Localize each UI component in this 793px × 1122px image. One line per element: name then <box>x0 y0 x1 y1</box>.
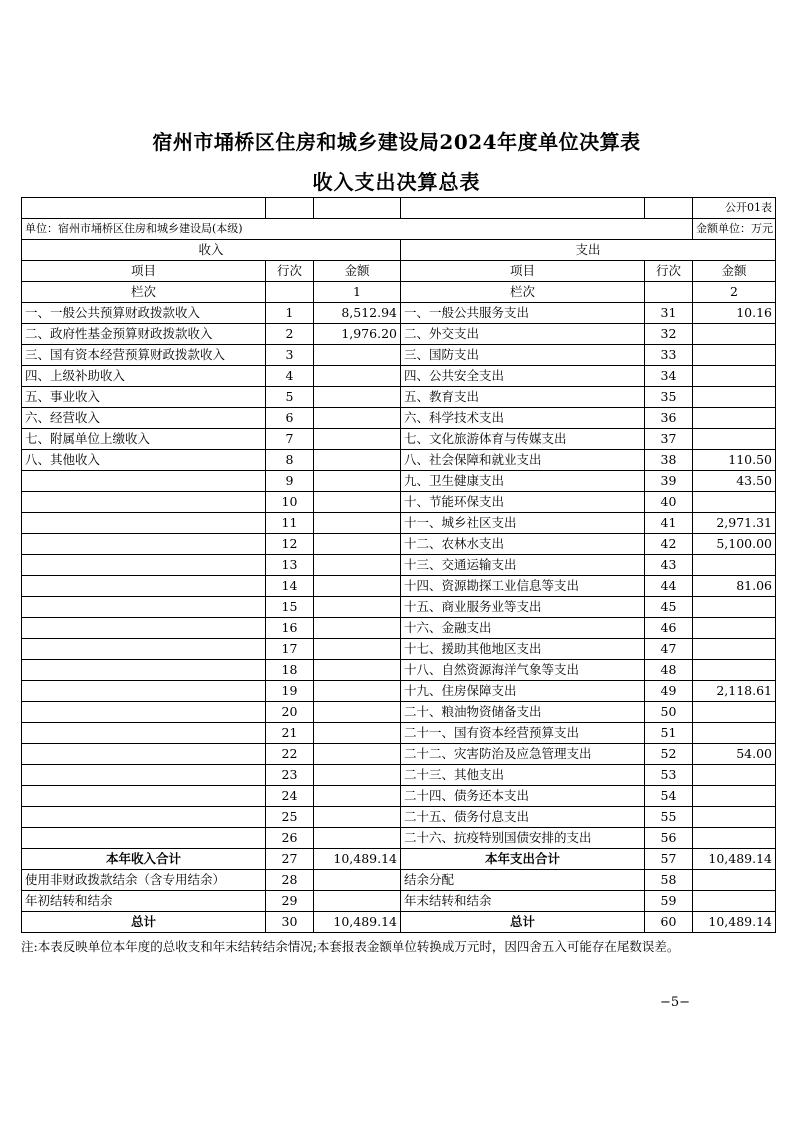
income-row-no: 23 <box>266 765 314 786</box>
income-amount <box>314 450 401 471</box>
income-row-no: 10 <box>266 492 314 513</box>
income-amount <box>314 723 401 744</box>
income-row-no: 1 <box>266 303 314 324</box>
income-item: 八、其他收入 <box>22 450 266 471</box>
table-row <box>22 408 776 429</box>
expense-row-no: 57 <box>645 849 693 870</box>
income-row-no: 8 <box>266 450 314 471</box>
expense-item: 十五、商业服务业等支出 <box>401 597 645 618</box>
expense-item: 十一、城乡社区支出 <box>401 513 645 534</box>
expense-amount <box>693 429 776 450</box>
expense-amount: 43.50 <box>693 471 776 492</box>
income-row-no: 20 <box>266 702 314 723</box>
income-amount <box>314 471 401 492</box>
table-row <box>22 576 776 597</box>
income-item <box>22 597 266 618</box>
table-row <box>22 891 776 912</box>
expense-row-no: 37 <box>645 429 693 450</box>
table-row <box>22 702 776 723</box>
table-row <box>22 639 776 660</box>
expense-amount <box>693 366 776 387</box>
income-item <box>22 492 266 513</box>
income-item: 四、上级补助收入 <box>22 366 266 387</box>
table-row <box>22 429 776 450</box>
table-row <box>22 912 776 933</box>
expense-row-no: 60 <box>645 912 693 933</box>
income-amount: 1,976.20 <box>314 324 401 345</box>
expense-amount: 10,489.14 <box>693 849 776 870</box>
expense-amount <box>693 786 776 807</box>
expense-row-no: 42 <box>645 534 693 555</box>
table-row <box>22 807 776 828</box>
expense-amount: 10,489.14 <box>693 912 776 933</box>
expense-item: 年末结转和结余 <box>401 891 645 912</box>
table-row <box>22 828 776 849</box>
table-row <box>22 513 776 534</box>
income-amount: 8,512.94 <box>314 303 401 324</box>
table-row <box>22 555 776 576</box>
income-row-no: 11 <box>266 513 314 534</box>
expense-item: 六、科学技术支出 <box>401 408 645 429</box>
income-row-no: 29 <box>266 891 314 912</box>
header-col-1: 1 <box>314 282 401 303</box>
income-amount <box>314 765 401 786</box>
income-row-no: 22 <box>266 744 314 765</box>
income-item <box>22 618 266 639</box>
expense-item: 一、一般公共服务支出 <box>401 303 645 324</box>
income-amount <box>314 681 401 702</box>
budget-table <box>21 197 776 933</box>
expense-amount: 10.16 <box>693 303 776 324</box>
expense-row-no: 36 <box>645 408 693 429</box>
expense-row-no: 47 <box>645 639 693 660</box>
income-amount <box>314 555 401 576</box>
table-row <box>22 534 776 555</box>
expense-amount: 2,971.31 <box>693 513 776 534</box>
expense-row-no: 34 <box>645 366 693 387</box>
income-item: 二、政府性基金预算财政拨款收入 <box>22 324 266 345</box>
income-amount <box>314 639 401 660</box>
income-item <box>22 681 266 702</box>
table-row <box>22 597 776 618</box>
section-expense: 支出 <box>401 240 776 261</box>
income-item <box>22 660 266 681</box>
footnote: 注:本表反映单位本年度的总收支和年末结转结余情况;本套报表金额单位转换成万元时，因四舍五入可能存在尾数误差。 <box>21 939 680 954</box>
income-item <box>22 828 266 849</box>
income-amount <box>314 618 401 639</box>
income-item <box>22 576 266 597</box>
expense-row-no: 33 <box>645 345 693 366</box>
expense-amount <box>693 408 776 429</box>
expense-row-no: 52 <box>645 744 693 765</box>
header-row-no: 行次 <box>645 261 693 282</box>
income-row-no: 27 <box>266 849 314 870</box>
expense-amount <box>693 597 776 618</box>
income-item: 五、事业收入 <box>22 387 266 408</box>
expense-row-no: 56 <box>645 828 693 849</box>
expense-item: 二十四、债务还本支出 <box>401 786 645 807</box>
expense-item: 十九、住房保障支出 <box>401 681 645 702</box>
income-amount <box>314 807 401 828</box>
expense-amount <box>693 723 776 744</box>
income-amount <box>314 786 401 807</box>
expense-item: 十八、自然资源海洋气象等支出 <box>401 660 645 681</box>
expense-item: 四、公共安全支出 <box>401 366 645 387</box>
table-row <box>22 219 776 240</box>
income-row-no: 30 <box>266 912 314 933</box>
income-item <box>22 807 266 828</box>
table-row <box>22 618 776 639</box>
expense-row-no: 46 <box>645 618 693 639</box>
income-amount <box>314 828 401 849</box>
income-amount <box>314 429 401 450</box>
expense-row-no: 38 <box>645 450 693 471</box>
expense-row-no: 50 <box>645 702 693 723</box>
income-amount <box>314 891 401 912</box>
expense-item: 五、教育支出 <box>401 387 645 408</box>
amount-unit: 金额单位：万元 <box>693 219 776 240</box>
expense-amount: 5,100.00 <box>693 534 776 555</box>
income-item: 一、一般公共预算财政拨款收入 <box>22 303 266 324</box>
expense-item: 二十三、其他支出 <box>401 765 645 786</box>
income-item: 七、附属单位上缴收入 <box>22 429 266 450</box>
income-item <box>22 513 266 534</box>
table-row <box>22 681 776 702</box>
expense-item: 八、社会保障和就业支出 <box>401 450 645 471</box>
expense-amount <box>693 702 776 723</box>
expense-amount: 110.50 <box>693 450 776 471</box>
income-row-no: 18 <box>266 660 314 681</box>
table-row <box>22 870 776 891</box>
header-col-2: 2 <box>693 282 776 303</box>
expense-amount <box>693 618 776 639</box>
income-amount <box>314 576 401 597</box>
expense-row-no: 41 <box>645 513 693 534</box>
income-amount <box>314 366 401 387</box>
income-item <box>22 471 266 492</box>
expense-item: 总计 <box>401 912 645 933</box>
expense-item: 二十、粮油物资储备支出 <box>401 702 645 723</box>
income-row-no: 2 <box>266 324 314 345</box>
expense-amount <box>693 828 776 849</box>
expense-item: 二十一、国有资本经营预算支出 <box>401 723 645 744</box>
table-row <box>22 282 776 303</box>
income-item: 本年收入合计 <box>22 849 266 870</box>
income-amount <box>314 513 401 534</box>
expense-amount <box>693 387 776 408</box>
expense-amount <box>693 891 776 912</box>
income-row-no: 21 <box>266 723 314 744</box>
income-row-no: 3 <box>266 345 314 366</box>
income-row-no: 28 <box>266 870 314 891</box>
expense-amount: 81.06 <box>693 576 776 597</box>
expense-item: 十、节能环保支出 <box>401 492 645 513</box>
expense-row-no: 31 <box>645 303 693 324</box>
income-amount <box>314 744 401 765</box>
table-row <box>22 240 776 261</box>
header-lanci: 栏次 <box>22 282 266 303</box>
income-row-no: 19 <box>266 681 314 702</box>
table-row <box>22 345 776 366</box>
income-item: 使用非财政拨款结余（含专用结余） <box>22 870 266 891</box>
income-row-no: 4 <box>266 366 314 387</box>
income-item: 三、国有资本经营预算财政拨款收入 <box>22 345 266 366</box>
header-lanci: 栏次 <box>401 282 645 303</box>
expense-amount <box>693 660 776 681</box>
header-item: 项目 <box>401 261 645 282</box>
table-row <box>22 786 776 807</box>
income-item <box>22 765 266 786</box>
income-row-no: 7 <box>266 429 314 450</box>
expense-amount <box>693 765 776 786</box>
unit-label: 单位：宿州市埇桥区住房和城乡建设局(本级) <box>22 219 693 240</box>
income-amount <box>314 597 401 618</box>
table-row <box>22 450 776 471</box>
expense-row-no: 53 <box>645 765 693 786</box>
income-amount <box>314 387 401 408</box>
expense-amount: 2,118.61 <box>693 681 776 702</box>
expense-row-no: 54 <box>645 786 693 807</box>
expense-row-no: 40 <box>645 492 693 513</box>
expense-amount <box>693 345 776 366</box>
expense-amount <box>693 324 776 345</box>
income-row-no: 9 <box>266 471 314 492</box>
expense-amount <box>693 807 776 828</box>
income-row-no: 14 <box>266 576 314 597</box>
expense-row-no: 48 <box>645 660 693 681</box>
income-item <box>22 744 266 765</box>
income-row-no: 25 <box>266 807 314 828</box>
page-subtitle: 收入支出决算总表 <box>312 170 481 194</box>
expense-amount: 54.00 <box>693 744 776 765</box>
expense-item: 十四、资源勘探工业信息等支出 <box>401 576 645 597</box>
income-amount <box>314 345 401 366</box>
expense-row-no: 39 <box>645 471 693 492</box>
expense-amount <box>693 555 776 576</box>
income-row-no: 26 <box>266 828 314 849</box>
header-item: 项目 <box>22 261 266 282</box>
income-amount <box>314 408 401 429</box>
expense-amount <box>693 492 776 513</box>
expense-amount <box>693 639 776 660</box>
income-row-no: 24 <box>266 786 314 807</box>
income-row-no: 5 <box>266 387 314 408</box>
expense-item: 二、外交支出 <box>401 324 645 345</box>
expense-row-no: 44 <box>645 576 693 597</box>
expense-row-no: 51 <box>645 723 693 744</box>
table-row <box>22 324 776 345</box>
expense-item: 二十五、债务付息支出 <box>401 807 645 828</box>
income-item <box>22 639 266 660</box>
income-amount: 10,489.14 <box>314 912 401 933</box>
expense-row-no: 58 <box>645 870 693 891</box>
income-row-no: 6 <box>266 408 314 429</box>
income-row-no: 15 <box>266 597 314 618</box>
expense-row-no: 43 <box>645 555 693 576</box>
expense-item: 九、卫生健康支出 <box>401 471 645 492</box>
expense-row-no: 55 <box>645 807 693 828</box>
income-amount <box>314 702 401 723</box>
income-amount <box>314 870 401 891</box>
expense-row-no: 32 <box>645 324 693 345</box>
expense-item: 本年支出合计 <box>401 849 645 870</box>
table-row <box>22 471 776 492</box>
income-item <box>22 555 266 576</box>
header-amount: 金额 <box>314 261 401 282</box>
table-row <box>22 765 776 786</box>
expense-item: 十六、金融支出 <box>401 618 645 639</box>
income-item: 年初结转和结余 <box>22 891 266 912</box>
expense-row-no: 49 <box>645 681 693 702</box>
income-item <box>22 723 266 744</box>
income-row-no: 17 <box>266 639 314 660</box>
expense-row-no: 59 <box>645 891 693 912</box>
income-row-no: 13 <box>266 555 314 576</box>
header-amount: 金额 <box>693 261 776 282</box>
income-row-no: 12 <box>266 534 314 555</box>
income-item: 总计 <box>22 912 266 933</box>
income-amount <box>314 660 401 681</box>
expense-item: 结余分配 <box>401 870 645 891</box>
expense-row-no: 35 <box>645 387 693 408</box>
table-row <box>22 849 776 870</box>
table-row <box>22 723 776 744</box>
expense-item: 三、国防支出 <box>401 345 645 366</box>
income-amount <box>314 492 401 513</box>
income-amount: 10,489.14 <box>314 849 401 870</box>
form-code: 公开01表 <box>693 198 776 219</box>
header-row-no: 行次 <box>266 261 314 282</box>
table-row <box>22 261 776 282</box>
expense-item: 二十二、灾害防治及应急管理支出 <box>401 744 645 765</box>
expense-row-no: 45 <box>645 597 693 618</box>
expense-item: 七、文化旅游体育与传媒支出 <box>401 429 645 450</box>
income-amount <box>314 534 401 555</box>
page-number: −5− <box>660 995 691 1010</box>
expense-item: 十二、农林水支出 <box>401 534 645 555</box>
page-title: 宿州市埇桥区住房和城乡建设局2024年度单位决算表 <box>152 130 641 154</box>
income-item <box>22 534 266 555</box>
expense-item: 二十六、抗疫特别国债安排的支出 <box>401 828 645 849</box>
income-item <box>22 702 266 723</box>
table-row <box>22 303 776 324</box>
table-row <box>22 492 776 513</box>
income-item <box>22 786 266 807</box>
expense-item: 十七、援助其他地区支出 <box>401 639 645 660</box>
table-row <box>22 198 776 219</box>
table-row <box>22 744 776 765</box>
table-row <box>22 387 776 408</box>
table-row <box>22 660 776 681</box>
section-income: 收入 <box>22 240 401 261</box>
expense-amount <box>693 870 776 891</box>
income-row-no: 16 <box>266 618 314 639</box>
income-item: 六、经营收入 <box>22 408 266 429</box>
expense-item: 十三、交通运输支出 <box>401 555 645 576</box>
table-row <box>22 366 776 387</box>
